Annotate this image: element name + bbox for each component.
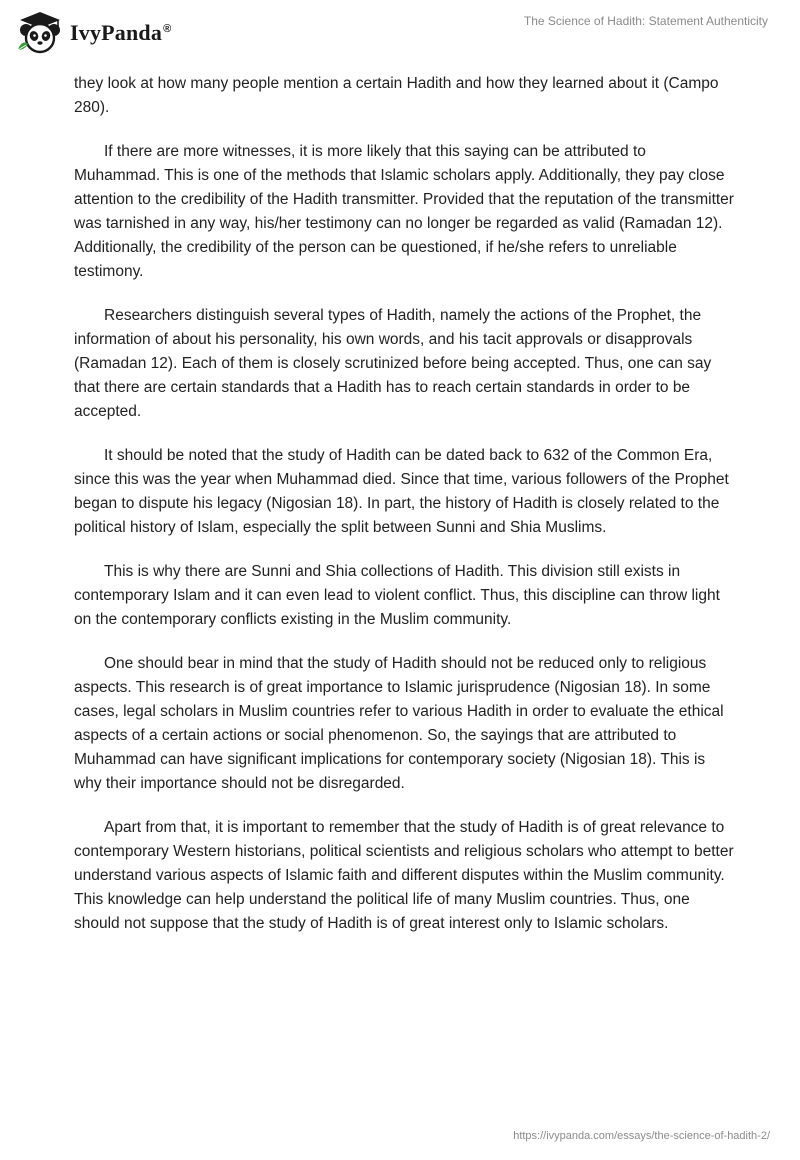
paragraph: they look at how many people mention a certain Hadith and how they learned about it (Campo 280). [74, 75, 719, 116]
ivypanda-logo[interactable] [14, 8, 171, 58]
essay-body [74, 72, 734, 956]
paragraph: This is why there are Sunni and Shia collections of Hadith. This division still exists in contemporary Islam and it can even lead to violent conflict. Thus, this discipline can throw light on the contemporary conflicts existing in the Muslim community. [74, 563, 720, 628]
paragraph: Apart from that, it is important to remember that the study of Hadith is of great relevance to contemporary Western historians, political scientists and religious scholars who attempt to better understand various aspects of Islamic faith and different disputes within the Muslim community. This knowledge can help understand the political life of many Muslim countries. Thus, one should not suppose that the study of Hadith is of great interest only to Islamic scholars. [74, 819, 734, 932]
paragraph: Researchers distinguish several types of Hadith, namely the actions of the Prophet, the information of about his personality, his own words, and his tacit approvals or disapprovals (Ramadan 12). Each of them is closely scrutinized before being accepted. Thus, one can say that there are certain standards that a Hadith has to reach certain standards in order to be accepted. [74, 307, 712, 420]
panda-graduate-icon [14, 10, 66, 56]
paragraph: If there are more witnesses, it is more likely that this saying can be attributed to Muhammad. This is one of the methods that Islamic scholars apply. Additionally, they pay close attention to the credibility of the Hadith transmitter. Provided that the reputation of the transmitter was tarnished in any way, his/her testimony can no longer be regarded as valid (Ramadan 12). Additionally, the credibility of the person can be questioned, if he/she refers to unreliable testimony. [74, 143, 734, 280]
page-header [0, 0, 800, 64]
logo-text: IvyPanda [70, 20, 163, 45]
registered-mark: ® [163, 22, 172, 35]
source-url-link[interactable]: https://ivypanda.com/essays/the-science-of-hadith-2/ [513, 1130, 770, 1142]
paragraph: It should be noted that the study of Hadith can be dated back to 632 of the Common Era, since this was the year when Muhammad died. Since that time, various followers of the Prophet began to dispute his legacy (Nigosian 18). In part, the history of Hadith is closely related to the political history of Islam, especially the split between Sunni and Shia Muslims. [74, 447, 729, 536]
logo-wordmark [70, 20, 171, 46]
document-title: The Science of Hadith: Statement Authenticity [523, 14, 768, 28]
paragraph: One should bear in mind that the study of Hadith should not be reduced only to religious aspects. This research is of great importance to Islamic jurisprudence (Nigosian 18). In some cases, legal scholars in Muslim countries refer to various Hadith in order to evaluate the ethical aspects of a certain actions or social phenomenon. So, the sayings that are attributed to Muhammad can have significant implications for contemporary society (Nigosian 18). This is why their importance should not be disregarded. [74, 655, 724, 792]
